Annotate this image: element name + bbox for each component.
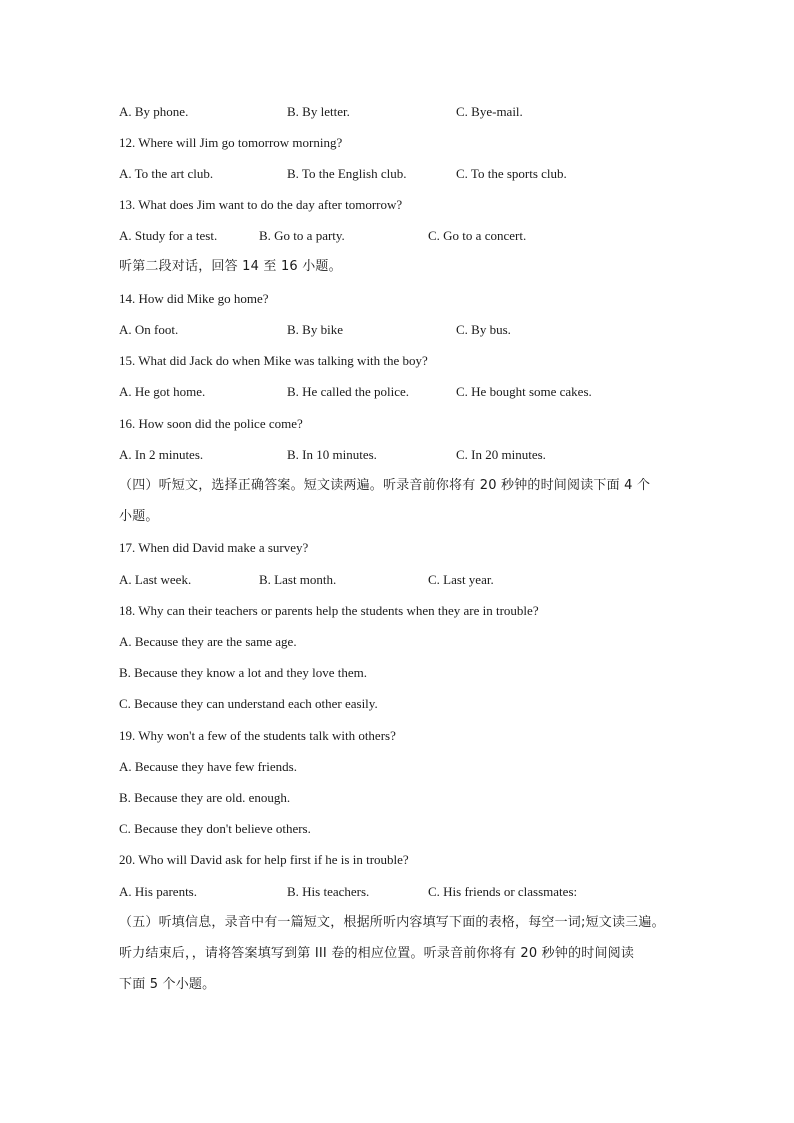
q11-option-b: B. By letter. <box>287 104 350 119</box>
q15-question: 15. What did Jack do when Mike was talking with the boy? <box>119 353 428 368</box>
q18-question: 18. Why can their teachers or parents help the students when they are in trouble? <box>119 603 539 618</box>
q19-option-b: B. Because they are old. enough. <box>119 790 291 805</box>
q11-option-c: C. Bye-mail. <box>456 104 523 119</box>
q13-option-b: B. Go to a party. <box>259 228 345 243</box>
q13-option-a: A. Study for a test. <box>119 228 218 243</box>
q18-option-c: C. Because they can understand each other easily. <box>119 696 378 711</box>
q15-option-b: B. He called the police. <box>287 384 410 399</box>
section5-line3: 下面 5 个小题。 <box>119 977 216 992</box>
q13-question: 13. What does Jim want to do the day after tomorrow? <box>119 197 403 212</box>
q20-option-a: A. His parents. <box>119 884 197 899</box>
section-dialogue2-heading: 听第二段对话，回答 14 至 16 小题。 <box>119 259 342 274</box>
q16-option-c: C. In 20 minutes. <box>456 447 546 462</box>
q19-option-a: A. Because they have few friends. <box>119 759 297 774</box>
q17-option-a: A. Last week. <box>119 572 192 587</box>
q18-option-b: B. Because they know a lot and they love them. <box>119 665 368 680</box>
q15-option-c: C. He bought some cakes. <box>456 384 592 399</box>
q12-option-a: A. To the art club. <box>119 166 214 181</box>
section4-line1: （四）听短文，选择正确答案。短文读两遍。听录音前你将有 20 秒钟的时间阅读下面 4 个 <box>119 478 651 493</box>
section4-line2: 小题。 <box>119 509 159 524</box>
q12-option-b: B. To the English club. <box>287 166 407 181</box>
q15-option-a: A. He got home. <box>119 384 206 399</box>
q11-option-a: A. By phone. <box>119 104 189 119</box>
q17-option-b: B. Last month. <box>259 572 337 587</box>
q18-option-a: A. Because they are the same age. <box>119 634 297 649</box>
q20-question: 20. Who will David ask for help first if he is in trouble? <box>119 852 409 867</box>
q14-option-a: A. On foot. <box>119 322 179 337</box>
q16-option-a: A. In 2 minutes. <box>119 447 204 462</box>
q20-option-c: C. His friends or classmates: <box>428 884 578 899</box>
q12-option-c: C. To the sports club. <box>456 166 567 181</box>
q12-question: 12. Where will Jim go tomorrow morning? <box>119 135 343 150</box>
q16-option-b: B. In 10 minutes. <box>287 447 377 462</box>
q19-option-c: C. Because they don't believe others. <box>119 821 311 836</box>
q13-option-c: C. Go to a concert. <box>428 228 527 243</box>
q16-question: 16. How soon did the police come? <box>119 416 303 431</box>
q17-option-c: C. Last year. <box>428 572 494 587</box>
section5-line1: （五）听填信息，录音中有一篇短文，根据所听内容填写下面的表格，每空一词;短文读三遍。 <box>119 915 665 930</box>
q14-question: 14. How did Mike go home? <box>119 291 269 306</box>
q20-option-b: B. His teachers. <box>287 884 370 899</box>
q17-question: 17. When did David make a survey? <box>119 540 309 555</box>
q19-question: 19. Why won't a few of the students talk with others? <box>119 728 396 743</box>
q14-option-b: B. By bike <box>287 322 343 337</box>
q14-option-c: C. By bus. <box>456 322 511 337</box>
section5-line2: 听力结束后，，请将答案填写到第 III 卷的相应位置。听录音前你将有 20 秒钟的时间阅读 <box>119 946 635 961</box>
